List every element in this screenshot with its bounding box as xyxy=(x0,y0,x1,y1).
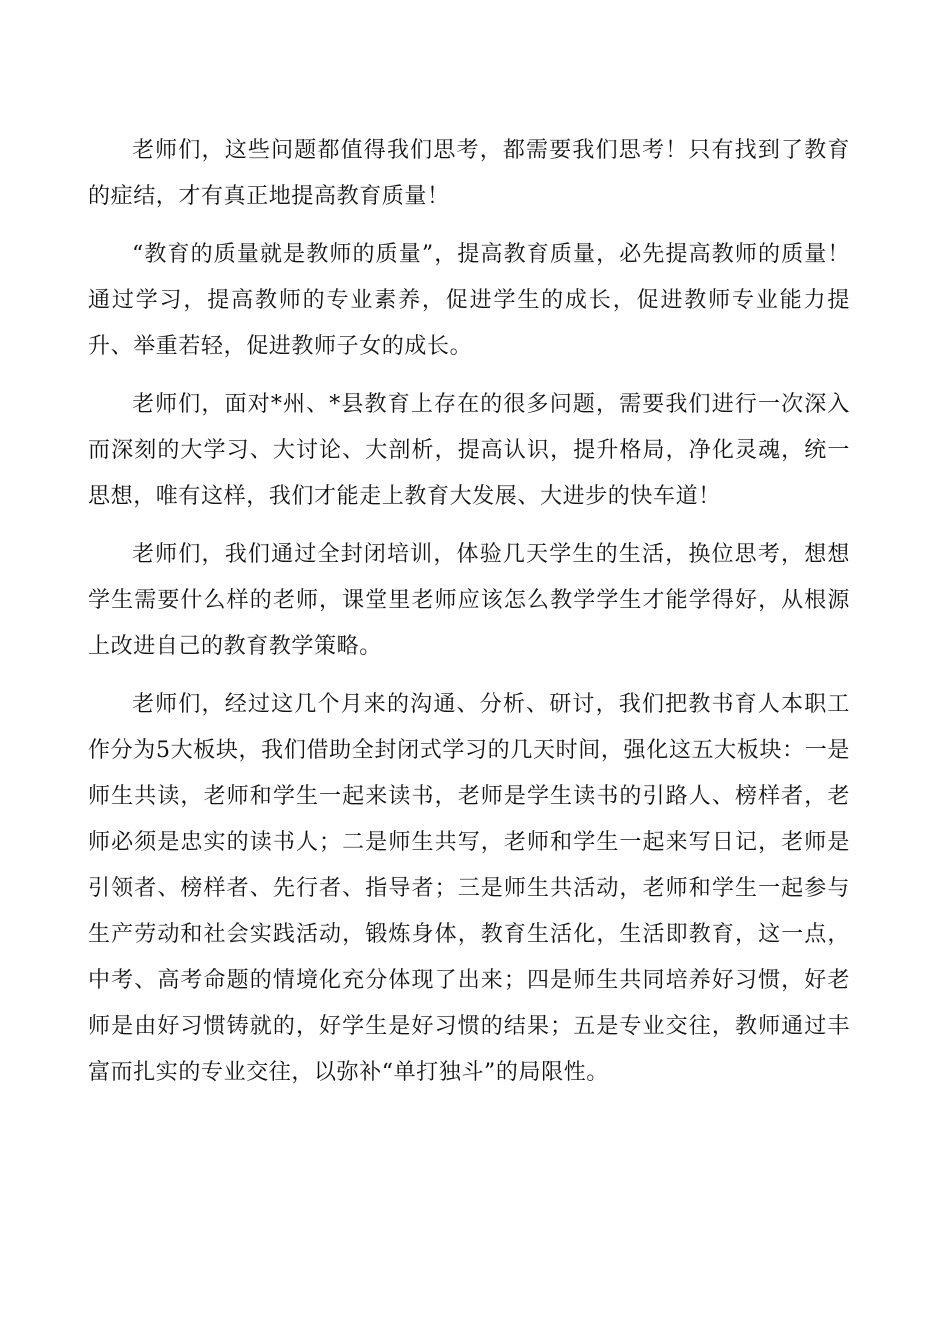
document-body xyxy=(88,128,850,1108)
paragraph-5: 老师们，经过这几个月来的沟通、分析、研讨，我们把教书育人本职工作分为5大板块，我们借助全封闭式学习的几天时间，强化这五大板块：一是师生共读，老师和学生一起来读书，老师是学生读书的引路人、榜样者，老师必须是忠实的读书人；二是师生共写，老师和学生一起来写日记，老师是引领者、榜样者、先行者、指导者；三是师生共活动，老师和学生一起参与生产劳动和社会实践活动，锻炼身体，教育生活化，生活即教育，这一点，中考、高考命题的情境化充分体现了出来；四是师生共同培养好习惯，好老师是由好习惯铸就的，好学生是好习惯的结果；五是专业交往，教师通过丰富而扎实的专业交往，以弥补“单打独斗”的局限性。 xyxy=(88,692,850,1085)
paragraph-2: “教育的质量就是教师的质量”，提高教育质量，必先提高教师的质量！通过学习，提高教师的专业素养，促进学生的成长，促进教师专业能力提升、举重若轻，促进教师子女的成长。 xyxy=(88,242,850,359)
paragraph-3: 老师们，面对*州、*县教育上存在的很多问题，需要我们进行一次深入而深刻的大学习、大讨论、大剖析，提高认识，提升格局，净化灵魂，统一思想，唯有这样，我们才能走上教育大发展、大进步的快车道！ xyxy=(88,392,850,509)
paragraph-1: 老师们，这些问题都值得我们思考，都需要我们思考！只有找到了教育的症结，才有真正地提高教育质量！ xyxy=(88,138,850,209)
paragraph-4: 老师们，我们通过全封闭培训，体验几天学生的生活，换位思考，想想学生需要什么样的老师，课堂里老师应该怎么教学学生才能学得好，从根源上改进自己的教育教学策略。 xyxy=(88,542,850,659)
